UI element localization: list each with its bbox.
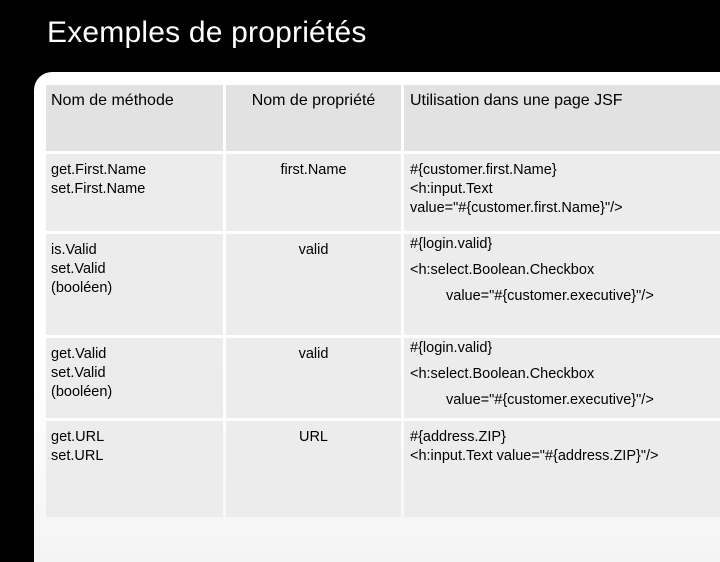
table-row	[46, 234, 720, 335]
usage-line: value="#{customer.executive}"/>	[446, 391, 654, 408]
property-cell	[226, 234, 401, 335]
property-cell	[226, 338, 401, 419]
usage-line: #{login.valid}	[410, 236, 493, 252]
header-property-name: Nom de propriété	[226, 85, 401, 151]
property-cell	[226, 421, 401, 517]
method-cell	[46, 234, 223, 335]
header-method-name: Nom de méthode	[46, 85, 223, 151]
method-name: get.First.Name	[51, 162, 147, 179]
method-cell	[46, 154, 223, 231]
method-name: set.First.Name	[51, 181, 146, 198]
table-row	[46, 154, 720, 231]
usage-line: #{customer.first.Name}	[410, 162, 557, 179]
property-name: valid	[298, 242, 329, 258]
method-name: (booléen)	[51, 280, 113, 296]
method-name: set.Valid	[51, 364, 106, 381]
property-name: valid	[298, 345, 329, 362]
usage-line: <h:input.Text	[410, 181, 493, 198]
property-name: URL	[298, 429, 328, 446]
table-header-row	[46, 85, 720, 151]
usage-cell	[404, 154, 720, 231]
method-cell	[46, 421, 223, 517]
usage-line: value="#{customer.executive}"/>	[446, 288, 654, 304]
usage-line: <h:select.Boolean.Checkbox	[410, 365, 595, 382]
properties-table	[43, 82, 720, 520]
method-name: get.URL	[51, 429, 105, 446]
table-row	[46, 338, 720, 419]
usage-line: <h:input.Text value="#{address.ZIP}"/>	[410, 448, 659, 465]
method-name: is.Valid	[51, 242, 97, 258]
property-cell	[226, 154, 401, 231]
table-row	[46, 421, 720, 517]
usage-cell	[404, 421, 720, 517]
usage-line: <h:select.Boolean.Checkbox	[410, 262, 595, 278]
property-name: first.Name	[280, 162, 347, 179]
usage-line: #{address.ZIP}	[410, 429, 506, 446]
usage-line: value="#{customer.first.Name}"/>	[410, 200, 623, 217]
method-name: set.Valid	[51, 261, 106, 277]
method-name: set.URL	[51, 448, 104, 465]
usage-cell	[404, 338, 720, 419]
method-cell	[46, 338, 223, 419]
header-jsf-usage: Utilisation dans une page JSF	[404, 85, 720, 151]
method-name: get.Valid	[51, 345, 107, 362]
usage-line: #{login.valid}	[410, 339, 493, 356]
method-name: (booléen)	[51, 383, 113, 400]
usage-cell	[404, 234, 720, 335]
slide-title: Exemples de propriétés	[47, 16, 367, 49]
